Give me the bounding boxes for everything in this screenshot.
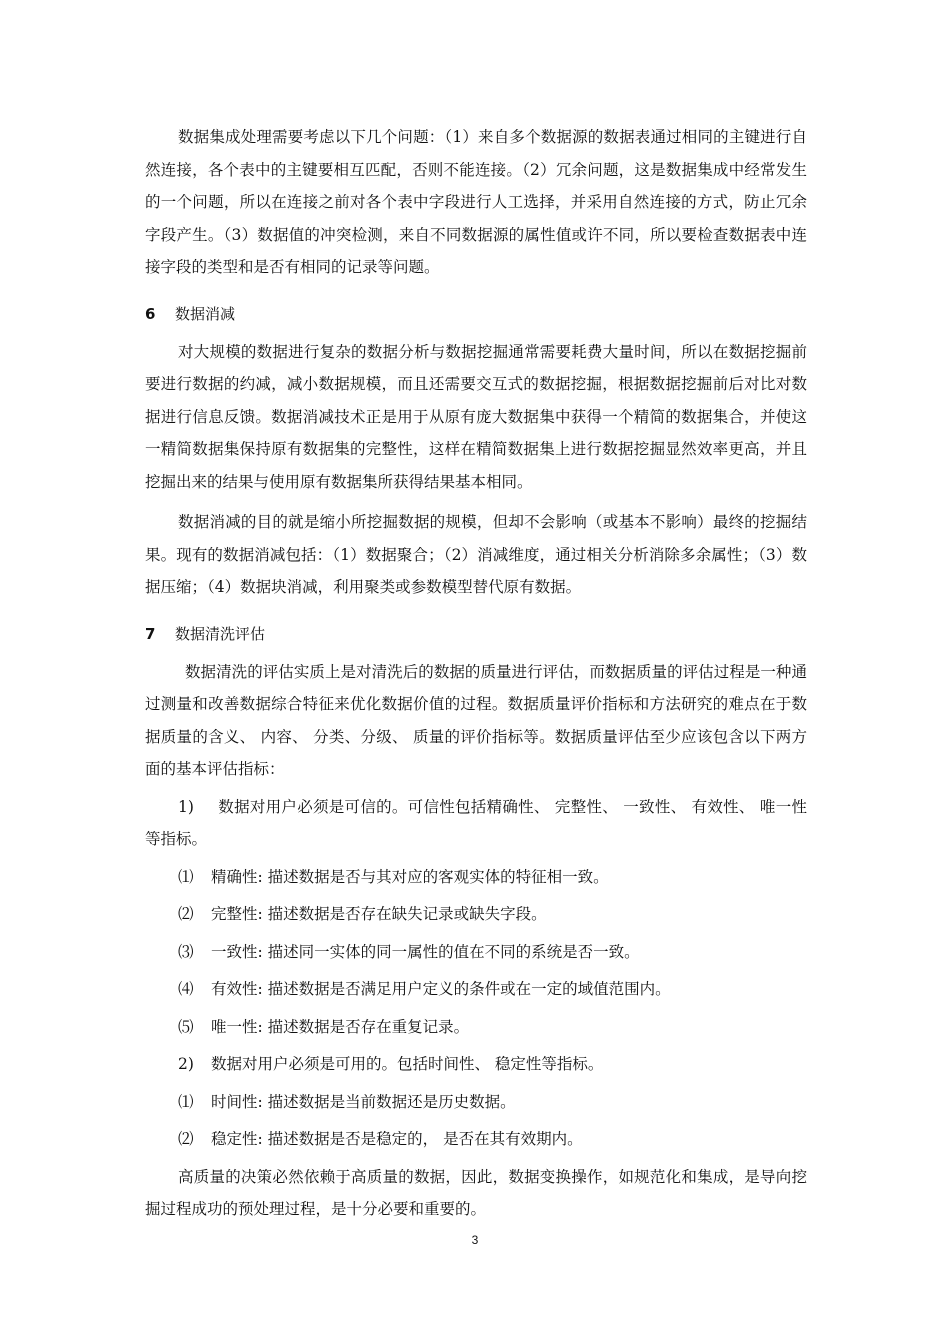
intro-paragraph: 数据集成处理需要考虑以下几个问题：（1）来自多个数据源的数据表通过相同的主键进行自然连接，各个表中的主键要相互匹配，否则不能连接。（2）冗余问题，这是数据集成中经常发生的一个问题，所以在连接之前对各个表中字段进行人工选择，并采用自然连接的方式，防止冗余字段产生。（3）数据值的冲突检测，来自不同数据源的属性值或许不同，所以要检查数据表中连接字段的类型和是否有相同的记录等问题。 [145,128,807,276]
point-1-sub-item-text: 有效性: 描述数据是否满足用户定义的条件或在一定的域值范围内。 [211,980,671,998]
point-2-marker: 2) [178,1055,194,1073]
point-1-sub-item-text: 唯一性: 描述数据是否存在重复记录。 [211,1017,470,1036]
page-number: 3 [471,1233,479,1247]
point-1-marker: 1) [178,797,194,816]
section-6-paragraph-1: 对大规模的数据进行复杂的数据分析与数据挖掘通常需要耗费大量时间，所以在数据挖掘前要进行数据的约减，减小数据规模，而且还需要交互式的数据挖掘，根据数据挖掘前后对比对数据进行信息反馈。数据消减技术正是用于从原有庞大数据集中获得一个精简的数据集合，并使这一精简数据集保持原有数据集的完整性，这样在精简数据集上进行数据挖掘显然效率更高，并且挖掘出来的结果与使用原有数据集所获得结果基本相同。 [145,342,807,491]
point-1-sublist [145,861,807,1044]
point-1-sub-item-marker: ⑴ [178,867,194,886]
point-2-sub-item-text: 稳定性: 描述数据是否是稳定的， 是否在其有效期内。 [211,1130,583,1148]
point-1-sub-item-text: 一致性: 描述同一实体的同一属性的值在不同的系统是否一致。 [211,942,640,961]
section-7-number: 7 [145,624,156,643]
point-1-text: 数据对用户必须是可信的。可信性包括精确性、 完整性、 一致性、 有效性、 唯一性等指标。 [145,797,807,848]
point-2-sub-item-marker: ⑵ [178,1130,194,1148]
point-2-sub-item [145,1086,807,1119]
point-1-sub-item-text: 精确性: 描述数据是否与其对应的客观实体的特征相一致。 [211,867,609,886]
section-7-title: 数据清洗评估 [175,624,266,643]
section-6-paragraph-2: 数据消减的目的就是缩小所挖掘数据的规模，但却不会影响（或基本不影响）最终的挖掘结果。现有的数据消减包括：（1）数据聚合；（2）消减维度，通过相关分析消除多余属性；（3）数据压缩；（4）数据块消减，利用聚类或参数模型替代原有数据。 [145,513,807,596]
point-2-sub-item [145,1123,807,1156]
point-1-sub-item [145,898,807,931]
point-2-sublist [145,1086,807,1156]
point-1-sub-item [145,861,807,894]
point-2-text: 数据对用户必须是可用的。包括时间性、 稳定性等指标。 [211,1055,604,1073]
point-2-sub-item-text: 时间性: 描述数据是当前数据还是历史数据。 [211,1092,516,1111]
point-2-sub-item-marker: ⑴ [178,1092,194,1111]
point-1-sub-item-marker: ⑶ [178,942,194,961]
point-1-sub-item-marker: ⑷ [178,980,194,998]
point-1-sub-item-text: 完整性: 描述数据是否存在缺失记录或缺失字段。 [211,905,547,923]
point-1-sub-item [145,973,807,1006]
point-2 [145,1048,807,1081]
section-7-paragraph-1: 数据清洗的评估实质上是对清洗后的数据的质量进行评估，而数据质量的评估过程是一种通过测量和改善数据综合特征来优化数据价值的过程。数据质量评价指标和方法研究的难点在于数据质量的含义、 内容、 分类、分级、 质量的评价指标等。数据质量评估至少应该包含以下两方面的基本评估指标： [145,662,807,778]
point-1-sub-item [145,1011,807,1044]
section-7-heading [145,620,807,648]
point-1 [145,791,807,856]
section-6-number: 6 [145,304,156,323]
point-1-sub-item-marker: ⑸ [178,1017,194,1036]
section-6-heading [145,300,807,328]
closing-paragraph: 高质量的决策必然依赖于高质量的数据，因此，数据变换操作，如规范化和集成，是导向挖掘过程成功的预处理过程，是十分必要和重要的。 [145,1167,807,1218]
page-content [145,121,807,1226]
point-1-sub-item-marker: ⑵ [178,905,194,923]
point-1-sub-item [145,936,807,969]
section-6-title: 数据消减 [175,304,236,323]
